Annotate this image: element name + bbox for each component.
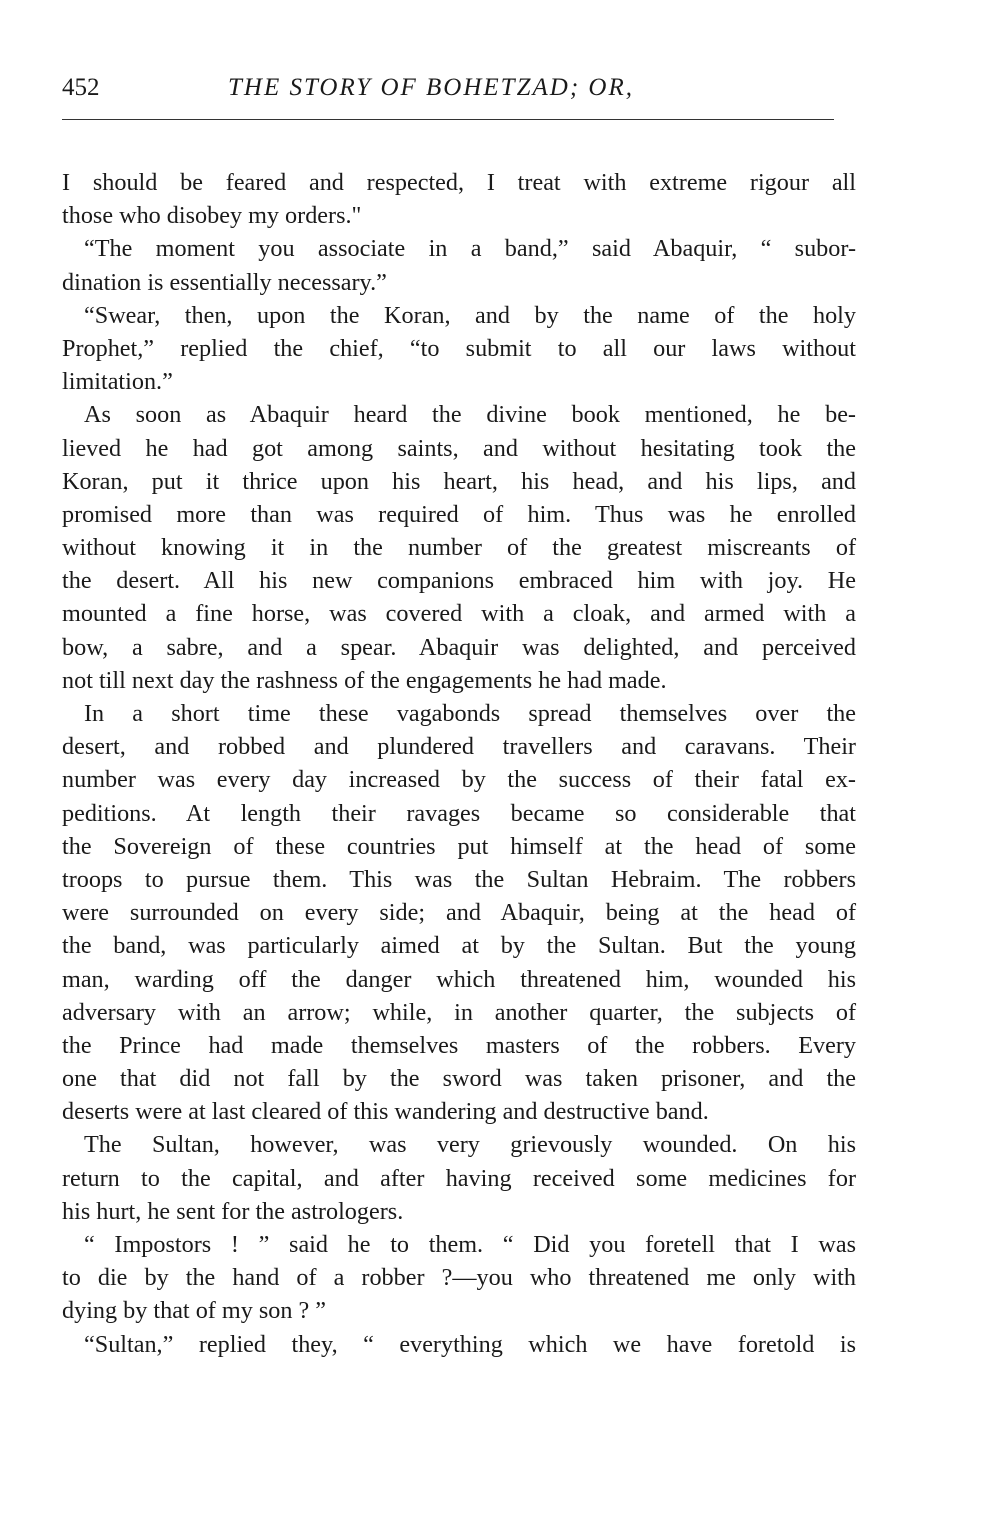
text-line: man, warding off the danger which threatened him, wounded his — [62, 965, 856, 993]
text-line: dying by that of my son ? ” — [62, 1297, 327, 1325]
text-line: those who disobey my orders." — [62, 202, 362, 230]
text-line: Prophet,” replied the chief, “to submit to all our laws without — [62, 334, 856, 362]
body-text — [62, 166, 856, 1361]
running-title: THE STORY OF BOHETZAD; OR, — [228, 74, 634, 101]
text-line: the Sovereign of these countries put himself at the head of some — [62, 832, 856, 860]
text-line: The Sultan, however, was very grievously wounded. On his — [84, 1131, 856, 1159]
text-line: adversary with an arrow; while, in another quarter, the subjects of — [62, 998, 856, 1026]
text-line: to die by the hand of a robber ?—you who threatened me only with — [62, 1264, 856, 1292]
text-line: deserts were at last cleared of this wandering and destructive band. — [62, 1098, 709, 1126]
text-line: one that did not fall by the sword was taken prisoner, and the — [62, 1065, 856, 1093]
text-line: number was every day increased by the success of their fatal ex- — [62, 766, 856, 794]
text-line: desert, and robbed and plundered travellers and caravans. Their — [62, 733, 856, 761]
text-line: I should be feared and respected, I treat with extreme rigour all — [62, 169, 856, 196]
text-line: “The moment you associate in a band,” said Abaquir, “ subor- — [84, 235, 856, 263]
text-line: the Prince had made themselves masters of the robbers. Every — [62, 1031, 856, 1059]
text-line: lieved he had got among saints, and without hesitating took the — [62, 434, 856, 462]
text-line: troops to pursue them. This was the Sultan Hebraim. The robbers — [62, 865, 856, 893]
text-line: were surrounded on every side; and Abaquir, being at the head of — [62, 899, 856, 927]
text-line: “Sultan,” replied they, “ everything which we have foretold is — [84, 1330, 856, 1358]
text-line: Koran, put it thrice upon his heart, his head, and his lips, and — [62, 467, 856, 495]
text-line: not till next day the rashness of the engagements he had made. — [62, 666, 667, 694]
text-line: promised more than was required of him. Thus was he enrolled — [62, 500, 856, 528]
text-line: In a short time these vagabonds spread themselves over the — [84, 700, 856, 727]
text-line: peditions. At length their ravages became so considerable that — [62, 799, 856, 827]
text-line: dination is essentially necessary.” — [62, 268, 387, 296]
text-line: As soon as Abaquir heard the divine book mentioned, he be- — [84, 401, 856, 429]
text-line: bow, a sabre, and a spear. Abaquir was delighted, and perceived — [62, 633, 856, 661]
text-line: the desert. All his new companions embraced him with joy. He — [62, 567, 856, 595]
text-line: “ Impostors ! ” said he to them. “ Did you foretell that I was — [84, 1231, 856, 1258]
header-rule — [62, 119, 834, 120]
text-line: return to the capital, and after having received some medicines for — [62, 1164, 856, 1192]
text-line: the band, was particularly aimed at by the Sultan. But the young — [62, 932, 856, 960]
text-line: mounted a fine horse, was covered with a cloak, and armed with a — [62, 600, 856, 628]
text-line: limitation.” — [62, 368, 173, 396]
text-line: his hurt, he sent for the astrologers. — [62, 1197, 404, 1225]
text-line: without knowing it in the number of the greatest miscreants of — [62, 534, 856, 562]
page-number: 452 — [62, 74, 100, 101]
text-line: “Swear, then, upon the Koran, and by the name of the holy — [84, 301, 856, 329]
